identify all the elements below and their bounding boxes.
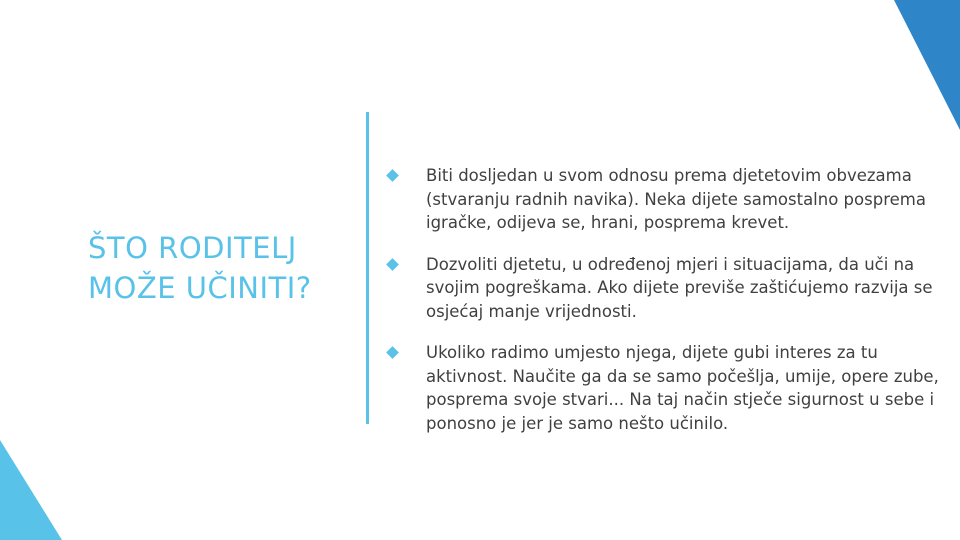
- bullet-text: Dozvoliti djetetu, u određenoj mjeri i situacijama, da uči na svojim pogreškama. Ako dijete previše zaštićujemo razvija se osjećaj manje vrijednosti.: [426, 254, 933, 321]
- diamond-bullet-icon: [386, 346, 399, 359]
- bullet-item-3: [386, 341, 946, 435]
- diamond-bullet-icon: [386, 169, 399, 182]
- slide-title: [88, 228, 348, 308]
- bullet-text: Ukoliko radimo umjesto njega, dijete gubi interes za tu aktivnost. Naučite ga da se samo počešlja, umije, opere zube, posprema svoje stvari... Na taj način stječe sigurnost u sebe i ponosno je jer je samo nešto učinilo.: [426, 343, 939, 433]
- title-line-2: MOŽE UČINITI?: [88, 271, 312, 305]
- bullet-list: [386, 164, 946, 453]
- bullet-text: Biti dosljedan u svom odnosu prema djetetovim obvezama (stvaranju radnih navika). Neka dijete samostalno posprema igračke, odijeva se, hrani, posprema krevet.: [426, 166, 926, 232]
- vertical-divider: [366, 112, 369, 424]
- title-line-1: ŠTO RODITELJ: [88, 231, 297, 265]
- bullet-item-2: [386, 253, 946, 324]
- diamond-bullet-icon: [386, 258, 399, 271]
- corner-decoration-bottom-left: [0, 440, 70, 540]
- bullet-item-1: [386, 164, 946, 235]
- corner-decoration-top-right: [880, 0, 960, 130]
